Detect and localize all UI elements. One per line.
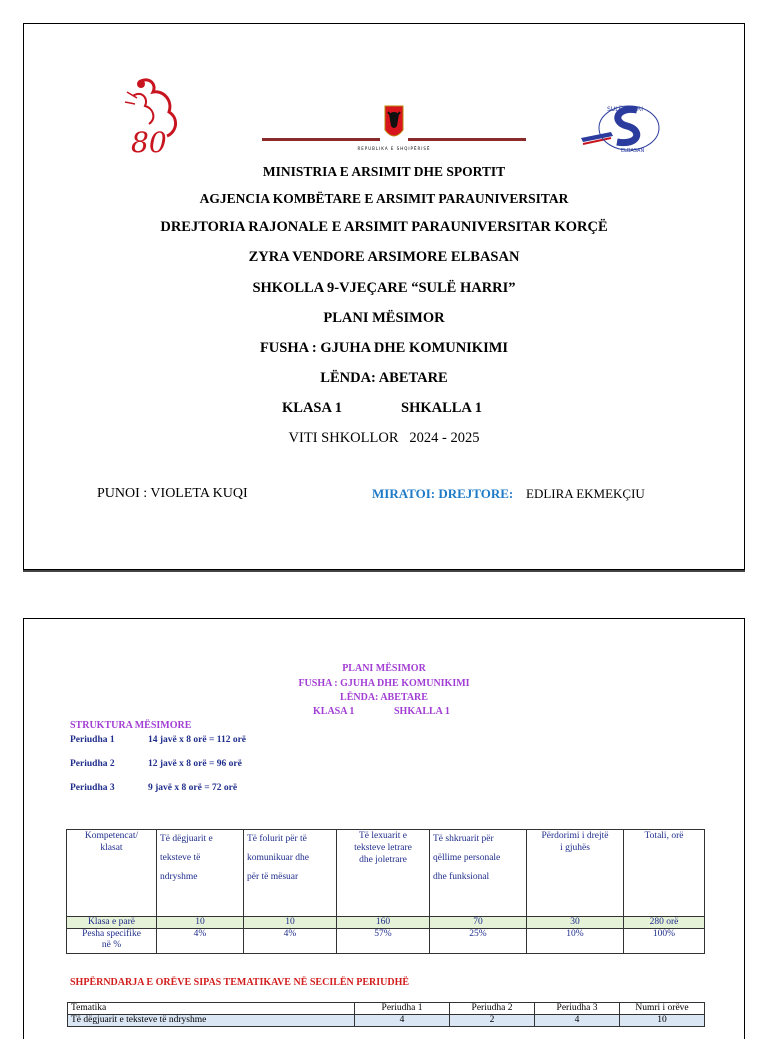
- logo-80-text: 80: [131, 126, 167, 156]
- subject-line: LËNDA: ABETARE: [320, 370, 448, 386]
- table-cell: 4: [355, 1015, 450, 1027]
- header-cell: [337, 830, 430, 917]
- table-cell: [67, 929, 157, 954]
- table-cell: Klasa e parë: [67, 917, 157, 929]
- themes-header-row: [68, 1003, 705, 1015]
- table-cell: 160: [337, 917, 430, 929]
- distribution-title: SHPËRNDARJA E ORËVE SIPAS TEMATIKAVE NË SECILËN PERIUDHË: [70, 977, 410, 988]
- table-cell: 25%: [430, 929, 527, 954]
- header-text: Të shkruarit për: [433, 834, 494, 844]
- period-3-label: Periudha 3: [70, 783, 115, 793]
- school-name-line: SHKOLLA 9-VJEÇARE “SULË HARRI”: [252, 280, 516, 296]
- table-cell: 4%: [157, 929, 244, 954]
- header-cell: [67, 830, 157, 917]
- p2-plan-title: PLANI MËSIMOR: [342, 663, 426, 674]
- logo-right-text: SULË HARRI: [607, 106, 643, 113]
- header-text: i gjuhës: [560, 843, 590, 853]
- table-cell: Periudha 1: [355, 1003, 450, 1015]
- logo-right-subtext: ELBASAN: [621, 148, 645, 154]
- p2-subject-line: LËNDA: ABETARE: [340, 692, 428, 703]
- header-text: klasat: [100, 843, 123, 853]
- table-cell: 10: [620, 1015, 705, 1027]
- themes-table: [67, 1002, 705, 1027]
- table-cell: 10: [157, 917, 244, 929]
- table-cell: 2: [450, 1015, 535, 1027]
- table-cell: 30: [527, 917, 624, 929]
- table-cell: 4: [535, 1015, 620, 1027]
- header-text: Të folurit për të: [247, 834, 307, 844]
- divider-line-right: [408, 138, 526, 141]
- school-anniversary-logo-80: [119, 74, 189, 156]
- table-cell: Të dëgjuarit e teksteve të ndryshme: [68, 1015, 355, 1027]
- header-text: dhe joletrare: [359, 855, 407, 865]
- approved-by-label: MIRATOI: DREJTORE:: [372, 486, 514, 501]
- divider-line-left: [262, 138, 380, 141]
- republic-emblem-header: [262, 104, 526, 154]
- table-cell: 57%: [337, 929, 430, 954]
- local-office-line: ZYRA VENDORE ARSIMORE ELBASAN: [248, 249, 520, 265]
- table-cell: Periudha 2: [450, 1003, 535, 1015]
- field-line: FUSHA : GJUHA DHE KOMUNIKIMI: [259, 340, 509, 356]
- p2-field-line: FUSHA : GJUHA DHE KOMUNIKIMI: [298, 678, 470, 689]
- approver-name: EDLIRA EKMEKÇIU: [526, 486, 645, 501]
- competence-header-row: [67, 830, 705, 917]
- table-cell: 100%: [624, 929, 705, 954]
- school-sule-harri-logo: [577, 102, 667, 154]
- plan-title: PLANI MËSIMOR: [323, 310, 445, 326]
- table-cell: 10: [244, 917, 337, 929]
- cover-page: [23, 23, 745, 570]
- structure-title: STRUKTURA MËSIMORE: [70, 720, 192, 731]
- row-label-text: Pesha specifike: [82, 929, 141, 939]
- header-text: Të dëgjuarit e: [160, 834, 213, 844]
- period-2-label: Periudha 2: [70, 759, 115, 769]
- header-text: Përdorimi i drejtë: [541, 831, 609, 841]
- period-3-hours: 9 javë x 8 orë = 72 orë: [148, 783, 238, 793]
- class-label: KLASA 1: [282, 400, 343, 416]
- table-cell: Tematika: [68, 1003, 355, 1015]
- plan-page-2: [23, 618, 745, 1039]
- header-cell: [430, 830, 527, 917]
- header-text: teksteve letrare: [354, 843, 412, 853]
- header-cell: [624, 830, 705, 917]
- school-year: VITI SHKOLLOR 2024 - 2025: [288, 430, 480, 446]
- table-cell: 4%: [244, 929, 337, 954]
- table-cell: 10%: [527, 929, 624, 954]
- header-cell: [244, 830, 337, 917]
- competence-table: [66, 829, 705, 954]
- level-label: SHKALLA 1: [401, 400, 482, 416]
- header-cell: [527, 830, 624, 917]
- row-label-text: në %: [101, 940, 122, 950]
- header-text: ndryshme: [160, 872, 198, 882]
- period-1-hours: 14 javë x 8 orë = 112 orë: [148, 735, 247, 745]
- author-line: PUNOI : VIOLETA KUQI: [97, 486, 248, 501]
- agency-line: AGJENCIA KOMBËTARE E ARSIMIT PARAUNIVERSITAR: [199, 191, 569, 206]
- period-2-hours: 12 javë x 8 orë = 96 orë: [148, 759, 242, 769]
- header-text: komunikuar dhe: [247, 853, 310, 863]
- competence-row-weight: [67, 929, 705, 954]
- header-text: Totali, orë: [644, 831, 684, 841]
- header-text: Kompetencat/: [84, 831, 139, 841]
- period-1-label: Periudha 1: [70, 735, 115, 745]
- header-text: Të lexuarit e: [358, 831, 407, 841]
- header-text: teksteve të: [160, 853, 201, 863]
- republic-caption: REPUBLIKA E SHQIPËRISË: [357, 146, 431, 151]
- table-cell: 280 orë: [624, 917, 705, 929]
- albanian-eagle-emblem-icon: [383, 104, 405, 144]
- p2-level-label: SHKALLA 1: [394, 706, 450, 717]
- regional-directorate-line: DREJTORIA RAJONALE E ARSIMIT PARAUNIVERSITAR KORÇË: [160, 219, 608, 235]
- table-cell: 70: [430, 917, 527, 929]
- themes-row: [68, 1015, 705, 1027]
- header-text: për të mësuar: [247, 872, 299, 882]
- header-cell: [157, 830, 244, 917]
- p2-class-label: KLASA 1: [313, 706, 355, 717]
- table-cell: Numri i orëve: [620, 1003, 705, 1015]
- header-text: dhe funksional: [433, 872, 490, 882]
- competence-row-class-1: [67, 917, 705, 929]
- table-cell: Periudha 3: [535, 1003, 620, 1015]
- header-text: qëllime personale: [433, 853, 501, 863]
- ministry-line: MINISTRIA E ARSIMIT DHE SPORTIT: [262, 164, 506, 179]
